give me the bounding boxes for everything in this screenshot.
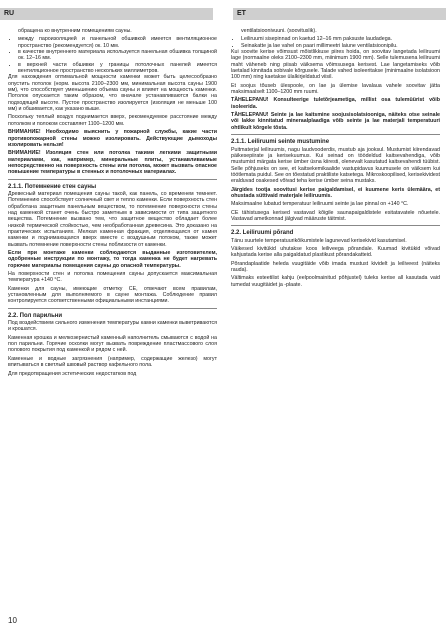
list-item: • Seinakatte ja lae vahel on paari millimeetri laiune ventilatsioonipilu. [241,43,440,49]
estonian-column [231,28,440,290]
paragraph: Для предотвращения эстетических недостатков под [8,370,137,377]
paragraph: Maksimaalne lubatud temperatuur leiliruumi seinte ja lae pinnal on +140 °C. [231,201,409,208]
section-divider [8,179,217,180]
section-heading: 2.2. Пол парильни [8,312,63,319]
language-header-ru: RU [0,8,213,20]
section-heading: 2.1.1. Leiliruumi seinte mustumine [231,139,330,146]
warning-paragraph: ВНИМАНИЕ! Необходимо выяснить у пожарной службы, какие части противопожарной стены можно изолировать. Действующие дымоходы изолировать нельзя! [8,129,217,148]
paragraph: Vältimaks esteetilist kahju (eelpoolmainitud põhjustel) tuleks kerise all kasutada vaid tumedat vuugitäidet ja -plaate. [231,275,440,288]
paragraph: Väikesed kivitükid uhutakse koos leiliveega põrandale. Kuumad kivitükid võivad kahjustada kerise alla paigaldatud plastikust põrandakatteid. [231,245,440,259]
paragraph: Puitmaterjal leiliruumis, nagu laudvooderdis, mustub aja jooksul. Mustumist kiirendavad päikesepiirate ja kerisekuumus. Kui seinad on töödeldud kaitsevahendiga, võib mustumist märgata kerise ümber üsna kiiresti, olenevalt kasutatud kaitsevahendi tüübist. Selle põhjuseks on see, et kaitsekemikaalide vastupidavus kuumusele on väiksem kui töötlemata puidul. See on tõestatud praktiliste katsetega. Mikroskoopilised, kerisekividest eralduvad osakesed võivad teha kerise ümber seina mustaks. [231,146,440,185]
list-continuation: ventilatsioonivuuni. (soovituslik). [241,28,317,34]
paragraph: Põrandaplaatide heleda vuugitäide võib imada mustust kividelt ja leiliveest (näiteks rauda). [231,260,440,273]
paragraph: Kui soovite kerise võimsust mõistlikkuse piires hoida, on soovitav langetada leiliruumi lage (normaalne oleks 2100–2300 mm, miinimum 1900 mm). Selle tulemusena leiliruumi maht väheneb ning piisab väiksema võimsusega kerisest. Lae langetamiseks võib laetalad kinnitada sobivale kõrgusele. Talade vahed isoleeritakse (minimaalne isolatsioon 100 mm) ning kaetakse ülalkirjeldatud viisil. [231,49,440,81]
list-continuation: обращена ко внутренним помещениям сауны. [18,28,132,34]
section-divider [231,134,440,135]
section-divider [8,308,217,309]
warning-paragraph: TÄHELEPANU! Seinte ja lae kaitsmine soojusisolatsiooniga, näiteks otse seinale või lakke kinnitatud mineraalplaadiga võib seinte ja lae materjali temperatuuri ohtlikult kõrgele tõsta. [231,112,440,131]
list-item: • Leiliruumi sisepinnad on kaetud 12–16 mm paksuste laudadega. [241,36,440,42]
list-item: • между пароизоляцией и панельной обшивкой имеется вентиляционное пространство (рекомендуется) ок. 10 мм. [18,36,217,49]
paragraph: Et soojus tõuseb ülespoole, on lae ja ülemise lavalaua vahele soovitav jätta maksimaalselt 1100–1200 mm ruumi. [231,82,440,96]
section-divider [231,225,440,226]
paragraph: Каменная крошка и мелкозернистый каменный наполнитель смываются с водой на пол парильни. Горячие осколки могут вызвать повреждение пластмассового слоя полового покрытия под каменкой и рядом с ней. [8,334,217,354]
language-header-et: ET [233,8,446,20]
paragraph: Для нахождения оптимальной мощности каменки может быть целесообразно опустить потолок (норм. высота 2100–2300 мм, минимальная высота сауны 1900 мм), что способствует уменьшению объема сауны и влияет на мощность каменки. Потолок опускается таким образом, что вначале устанавливаются балки на подходящей высоте. Пустое пространство изолируется (изоляция не меньше 100 мм) и обшивается, как указано выше. [8,74,217,113]
list-item: • в качестве внутреннего материала используется панельная обшивка толщиной ок. 12–16 мм. [18,49,217,62]
bold-paragraph: Если при монтаже каменки соблюдаются выданные изготовителем, одобренные инструкции по монтажу, то тогда каменка не будет нагревать горючие материалы помещения сауны до опасной температуры. [8,250,217,269]
paragraph: Каменные и водные загрязнения (например, содержащие железо) могут впитываться в светлый швовый раствор кафельного пола. [8,355,217,369]
bullet-list [8,36,217,74]
warning-paragraph: TÄHELEPANU! Konsulteerige tuletõrjeametiga, millist osa tulemüürist võib isoleerida. [231,97,440,110]
paragraph: Tänu suurtele temperatuurikõikumistele lagunevad kerisekivid kasutamisel. [231,237,407,244]
paragraph: На поверхности стен и потолка помещения сауны допускается максимальная температура +140 °C. [8,271,217,284]
section-heading: 2.1.1. Потемнение стен сауны [8,183,97,190]
bullet-list [231,36,440,49]
page-number: 10 [8,616,17,625]
russian-column [8,28,217,379]
section-heading: 2.2. Leiliruumi põrand [231,230,294,237]
bold-paragraph: Järgides tootja soovitusi kerise paigaldamisel, ei kuumene keris ülemäära, et ohustada süttivaid materjale leiliruumis. [231,186,440,199]
warning-paragraph: ВНИМАНИЕ! Изоляция стен или потолка такими легкими защитными материалами, как, например, минеральные плиты, устанавливаемые непосредственно на поверхность стены или потолка, может вызвать опасное повышение температуры в стенных и потолочных материалах. [8,150,217,176]
paragraph: Древесный материал помещения сауны такой, как панель, со временем темнеет. Потемнению способствует солнечный свет и тепло каменки. Если поверхность стен обработана защитным панельным веществом, то потемнение поверхности стены над каменкой станет очень быстро заметным в зависимости от типа защитного вещества. Потемнение вызвано тем, что защитное вещество обладает более низкой термической стойкостью, чем необработанная древесина. Это доказано на практических испытаниях. Мелкая каменная фракция, отделяющаяся от камня каменки и поднимающаяся вверх вместе с воздушным потоком, также может вызвать потемнение поверхности стены поблизости от каменки. [8,190,217,248]
paragraph: Под воздействием сильного изменения температуры камни каменки выветриваются и крошатся. [8,320,217,333]
paragraph: Каменки для сауны, имеющие отметку CE, отвечают всем правилам, установленным для выполняемого в сауне монтажа. Соблюдение правил контролируется соответственными официальными инстанциями. [8,285,217,305]
paragraph: CE tähistusega kerised vastavad kõigile saunapaigaldistele esitatavatele nõuetele. Vastavad ametkonnad jälgivad määruste täitmist. [231,209,440,222]
paragraph: Поскольку теплый воздух поднимается вверх, рекомендуемое расстояние между потолком и полоком составляет 1100–1200 мм. [8,114,217,127]
list-item: • в верхней части обшивки у границы потолочных панелей имеется вентиляционное пространство нескольких миллиметров. [18,62,217,75]
